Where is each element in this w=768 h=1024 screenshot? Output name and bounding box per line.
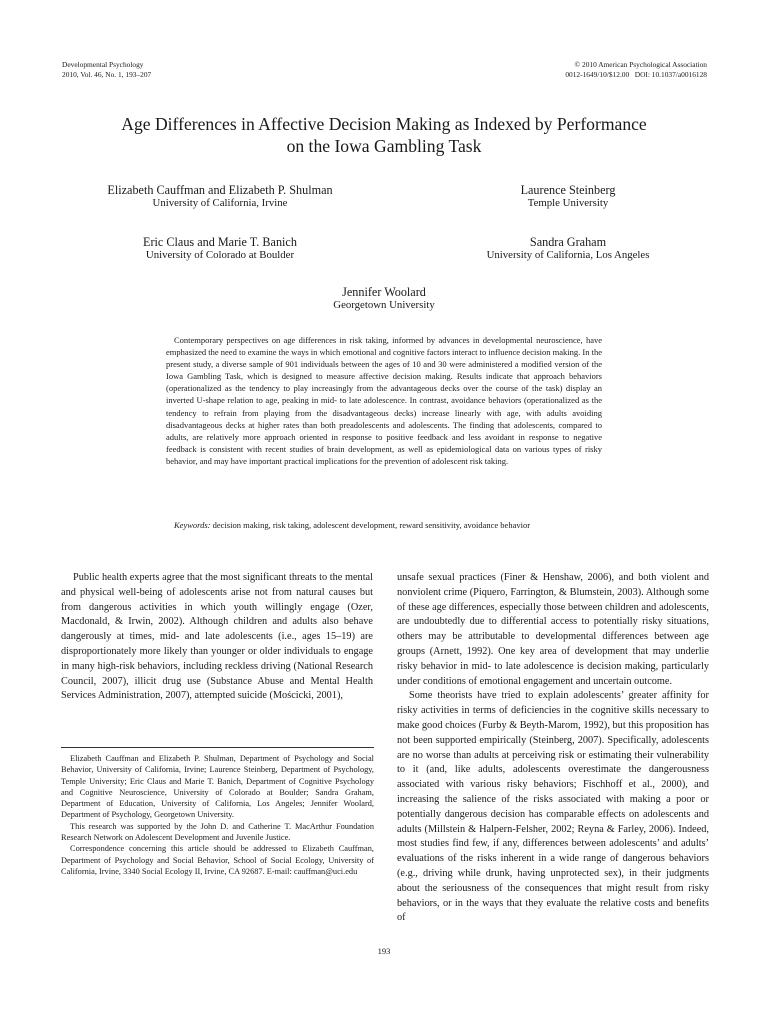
title-line-2: on the Iowa Gambling Task xyxy=(286,136,482,156)
author-name: Elizabeth Cauffman and Elizabeth P. Shulman xyxy=(107,183,333,197)
author-group xyxy=(430,183,706,210)
abstract: Contemporary perspectives on age differences in risk taking, informed by advances in developmental neuroscience, have emphasized the need to examine the ways in which emotional and cognitive factors interact to influence decision making. In the present study, a diverse sample of 901 individuals between the ages of 10 and 30 were administered a modified version of the Iowa Gambling Task, which is designed to measure affective decision making. Results indicate that approach behaviors (operationalized as the tendency to play increasingly from the advantageous decks over the course of the task) display an inverted U-shape relation to age, peaking in mid- to late adolescence. In contrast, avoidance behaviors (operationalized as the tendency to refrain from playing from the disadvantageous decks) increase linearly with age, with adults avoiding disadvantageous decks at higher rates than both preadolescents and adolescents. The finding that adolescents, compared to adults, are relatively more approach oriented in response to positive feedback and less avoidant in response to negative feedback is consistent with recent studies of brain development, as well as epidemiological data on various types of risky behavior, and may have important practical implications for the prevention of adolescent risk taking. xyxy=(166,335,602,466)
author-affiliation: Temple University xyxy=(527,197,609,209)
author-note xyxy=(61,753,374,877)
body-paragraph: Some theorists have tried to explain adolescents’ greater affinity for risky activities in terms of deficiencies in the cognitive skills necessary to make good choices (Furby & Beyth-Marom, 1992), but this proposition has not been supported empirically (Steinberg, 2007). Specifically, adolescents are no worse than adults at perceiving risk or estimating their vulnerability to it (and, like adults, adolescents overestimate the dangerousness associated with various risky behaviors; Fischhoff et al., 2000), and increasing the salience of the risks associated with making a poor or potentially dangerous decision has comparable effects on adolescents and adults (Millstein & Halpern-Felsher, 2002; Reyna & Farley, 2006). Indeed, most studies find few, if any, differences between adolescents’ and adults’ evaluations of the risks inherent in a wide range of dangerous behaviors (e.g., driving while drunk, having unprotected sex), in their judgments about the seriousness of the consequences that might result from risky behaviors, or in the ways that they evaluate the relative costs and benefits of xyxy=(397,690,709,924)
author-affiliation: University of Colorado at Boulder xyxy=(145,249,295,261)
title-line-1: Age Differences in Affective Decision Making as Indexed by Performance xyxy=(121,114,647,134)
journal-header xyxy=(62,60,151,79)
author-name: Sandra Graham xyxy=(529,235,607,249)
body-column-right xyxy=(397,571,709,926)
author-name: Eric Claus and Marie T. Banich xyxy=(143,235,297,249)
footnote-divider xyxy=(61,747,374,748)
author-affiliation: Georgetown University xyxy=(333,299,435,311)
footnote-paragraph: Correspondence concerning this article should be addressed to Elizabeth Cauffman, Department of Psychology and Social Behavior, School of Social Ecology, University of California, Irvine, 3340 Social Ecology II, Irvine, CA 92687. E-mail: cauffman@uci.edu xyxy=(61,844,374,876)
author-group xyxy=(234,285,534,312)
author-name: Laurence Steinberg xyxy=(520,183,616,197)
author-affiliation: University of California, Los Angeles xyxy=(486,249,650,261)
keywords-text: decision making, risk taking, adolescent development, reward sensitivity, avoidance behavior xyxy=(210,520,531,530)
doi-line: 0012-1649/10/$12.00 DOI: 10.1037/a0016128 xyxy=(565,69,707,79)
body-paragraph: Public health experts agree that the most significant threats to the mental and physical well-being of adolescents arise not from natural causes but from dangerous activities in which youth willingly engage (Ozer, Macdonald, & Irwin, 2002). Although children and adults also behave dangerously at times, mid- and late adolescents (i.e., ages 15–19) are disproportionately more likely than younger or older individuals to engage in many high-risk behaviors, including reckless driving (National Research Council, 2007), illicit drug use (Substance Abuse and Mental Health Services Administration, 2007), attempted suicide (Mościcki, 2001), xyxy=(61,572,373,702)
keywords xyxy=(166,519,616,531)
publication-info xyxy=(565,60,707,79)
footnote-paragraph: This research was supported by the John D. and Catherine T. MacArthur Foundation Research Network on Adolescent Development and Juvenile Justice. xyxy=(61,821,374,843)
author-group xyxy=(60,183,380,210)
journal-name: Developmental Psychology xyxy=(62,60,144,69)
copyright-line: © 2010 American Psychological Association xyxy=(574,60,707,69)
body-paragraph: unsafe sexual practices (Finer & Henshaw, 2006), and both violent and nonviolent crime (Piquero, Farrington, & Blumstein, 2003). Although some of these age differences, especially those between children and adolescents, are undoubtedly due to differential access to potentially risky situations, others may be attributable to developmental differences between age groups (Arnett, 1992). One key area of development that may underlie risky behavior in mid- to late adolescence is decision making, particularly under conditions of emotional engagement and uncertain outcome. xyxy=(397,572,709,687)
body-column-left xyxy=(61,571,373,704)
author-affiliation: University of California, Irvine xyxy=(152,197,288,209)
article-title xyxy=(40,113,728,157)
keywords-label: Keywords: xyxy=(174,520,211,530)
page-number: 193 xyxy=(377,946,391,956)
author-name: Jennifer Woolard xyxy=(342,285,426,299)
journal-volume: 2010, Vol. 46, No. 1, 193–207 xyxy=(62,69,152,79)
footnote-paragraph: Elizabeth Cauffman and Elizabeth P. Shulman, Department of Psychology and Social Behavior, University of California, Irvine; Laurence Steinberg, Department of Psychology, Temple University; Eric Claus and Marie T. Banich, Department of Cognitive Psychology and Cognitive Neuroscience, University of Colorado at Boulder; Sandra Graham, Department of Education, University of California, Los Angeles; Jennifer Woolard, Department of Psychology, Georgetown University. xyxy=(61,754,374,820)
author-group xyxy=(60,235,380,262)
author-group xyxy=(430,235,706,262)
